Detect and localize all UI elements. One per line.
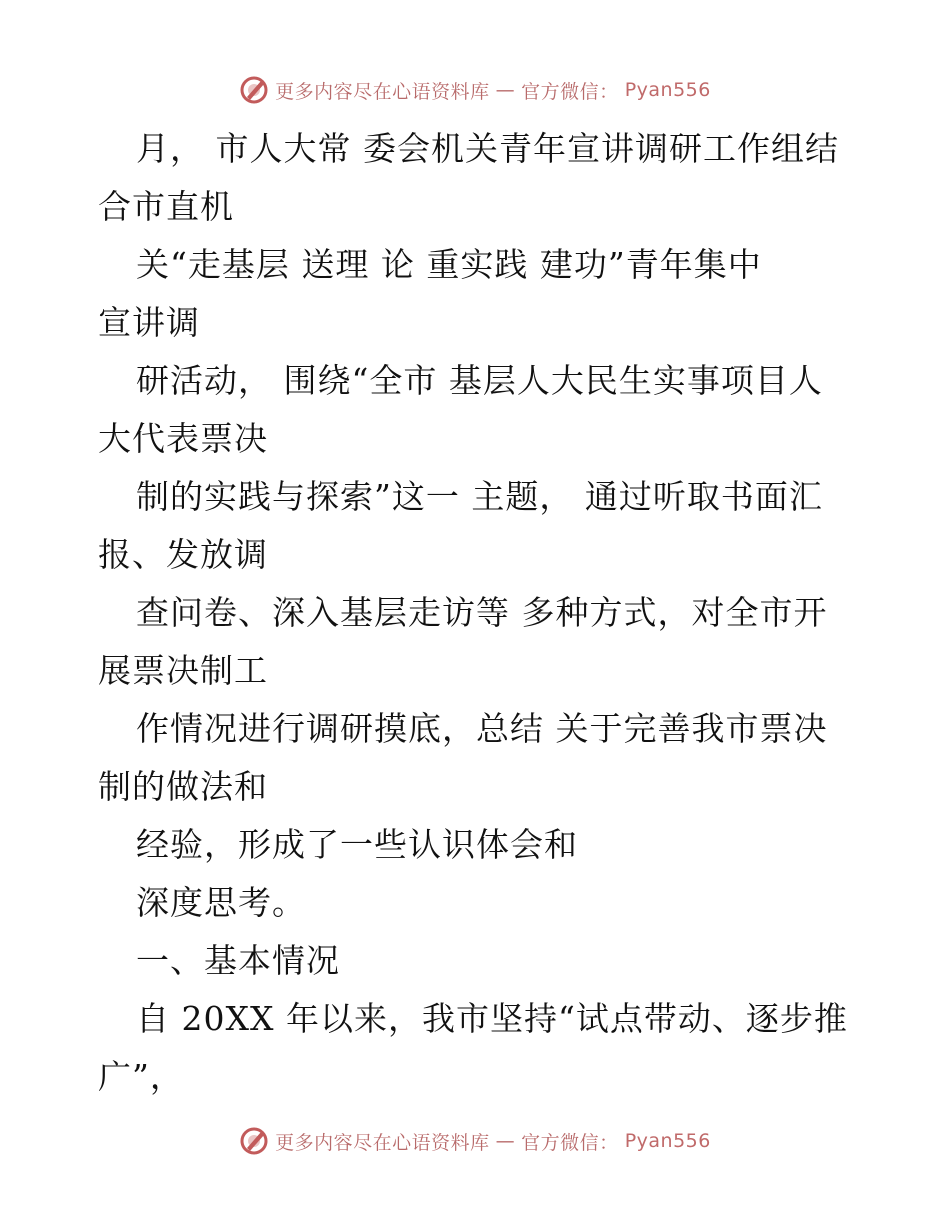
body-line: 经验，形成了一些认识体会和 xyxy=(136,825,578,864)
pen-circle-logo-icon xyxy=(239,1126,269,1156)
body-line: 制的实践与探索”这一 主题， 通过听取书面汇 xyxy=(136,477,823,516)
section-heading: 一、基本情况 xyxy=(136,941,340,980)
footer-contact-value: Pyan556 xyxy=(624,1130,711,1152)
body-line: 关“走基层 送理 论 重实践 建功”青年集中 xyxy=(136,245,762,284)
header-site-text: 更多内容尽在心语资料库 xyxy=(275,80,490,103)
body-line: 广”， xyxy=(98,1057,184,1096)
body-line: 自 20XX 年以来，我市坚持“试点带动、逐步推 xyxy=(136,999,848,1038)
body-line: 查问卷、深入基层走访等 多种方式，对全市开 xyxy=(136,593,828,632)
body-line: 研活动， 围绕“全市 基层人大民生实事项目人 xyxy=(136,361,823,400)
body-line: 深度思考。 xyxy=(136,883,306,922)
body-line: 宣讲调 xyxy=(98,303,200,342)
header-separator: — xyxy=(495,79,516,101)
body-line: 报、发放调 xyxy=(98,535,268,574)
footer-separator: — xyxy=(495,1130,516,1152)
body-line: 展票决制工 xyxy=(98,651,268,690)
header-watermark xyxy=(0,70,950,110)
body-line: 作情况进行调研摸底，总结 关于完善我市票决 xyxy=(136,709,828,748)
footer-site-text: 更多内容尽在心语资料库 xyxy=(275,1131,490,1154)
header-contact-value: Pyan556 xyxy=(624,79,711,101)
document-body xyxy=(98,120,858,1106)
footer-watermark xyxy=(0,1121,950,1161)
header-contact-label: 官方微信： xyxy=(521,80,619,103)
pen-circle-logo-icon xyxy=(239,75,269,105)
body-line: 合市直机 xyxy=(98,187,234,226)
footer-contact-label: 官方微信： xyxy=(521,1131,619,1154)
body-line: 月， 市人大常 委会机关青年宣讲调研工作组结 xyxy=(136,129,839,168)
body-line: 制的做法和 xyxy=(98,767,268,806)
body-line: 大代表票决 xyxy=(98,419,268,458)
